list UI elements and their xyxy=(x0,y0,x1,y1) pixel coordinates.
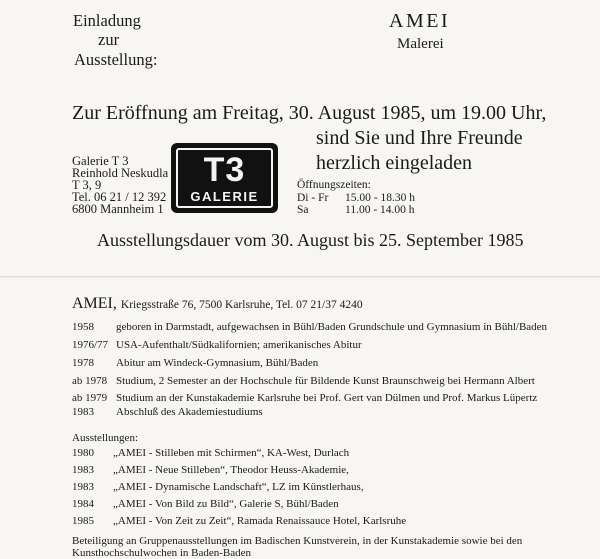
invitation-line-1: Einladung xyxy=(73,11,141,30)
exhibition-text: „AMEI - Stilleben mit Schirmen“, KA-West, Durlach xyxy=(113,447,350,459)
exhibition-year: 1985 xyxy=(72,515,94,527)
artist-name: AMEI xyxy=(389,10,451,32)
fold-divider xyxy=(0,276,600,278)
galerie-t3-logo xyxy=(171,143,278,213)
bio-entry-text: Studium an der Kunstakademie Karlsruhe bei Prof. Gert van Dülmen und Prof. Markus Lüpertz xyxy=(116,392,538,404)
bio-entry-text: Abschluß des Akademiestudiums xyxy=(116,406,263,418)
exhibition-year: 1980 xyxy=(72,447,94,459)
bio-entry-year: 1958 xyxy=(72,321,94,333)
exhibition-text: „AMEI - Von Bild zu Bild“, Galerie S, Bühl/Baden xyxy=(113,498,339,510)
bio-entry-text: geboren in Darmstadt, aufgewachsen in Bühl/Baden Grundschule und Gymnasium in Bühl/Baden xyxy=(116,321,548,333)
bio-heading xyxy=(72,295,363,313)
bio-entry-year: 1983 xyxy=(72,406,94,418)
artist-subtitle: Malerei xyxy=(397,36,444,52)
bio-entry-year: ab 1978 xyxy=(72,375,108,387)
bio-entry-text: Abitur am Windeck-Gymnasium, Bühl/Baden xyxy=(116,357,319,369)
group-exhibitions-line-1: Beteiligung an Gruppenausstellungen im Badischen Kunstverein, in der Kunstakademie sowie bei den xyxy=(72,535,523,547)
logo-frame xyxy=(176,148,273,208)
gallery-street: T 3, 9 xyxy=(72,178,102,192)
opening-line-1: Zur Eröffnung am Freitag, 30. August 1985, um 19.00 Uhr, xyxy=(72,102,547,124)
exhibition-year: 1983 xyxy=(72,481,94,493)
exhibition-year: 1984 xyxy=(72,498,94,510)
hours-saturday-time: 11.00 - 14.00 h xyxy=(345,204,415,216)
exhibition-year: 1983 xyxy=(72,464,94,476)
gallery-city: 6800 Mannheim 1 xyxy=(72,202,164,216)
bio-entry-year: 1976/77 xyxy=(72,339,109,351)
bio-entry-year: ab 1979 xyxy=(72,392,108,404)
bio-artist-name: AMEI, xyxy=(72,295,117,312)
gallery-phone: Tel. 06 21 / 12 392 xyxy=(72,190,167,204)
logo-galerie-text: GALERIE xyxy=(190,189,259,204)
opening-line-3: herzlich eingeladen xyxy=(316,152,473,174)
hours-weekday-time: 15.00 - 18.30 h xyxy=(345,192,415,204)
bio-entry-text: USA-Aufenthalt/Südkalifornien; amerikanisches Abitur xyxy=(116,339,362,351)
logo-t3-text: T3 xyxy=(203,151,246,189)
invitation-line-3: Ausstellung: xyxy=(74,50,158,69)
hours-weekday-days: Di - Fr xyxy=(297,192,329,204)
exhibitions-label: Ausstellungen: xyxy=(72,432,138,444)
exhibition-text: „AMEI - Von Zeit zu Zeit“, Ramada Renaissauce Hotel, Karlsruhe xyxy=(113,515,407,527)
hours-label: Öffnungszeiten: xyxy=(297,179,371,191)
gallery-name: Galerie T 3 xyxy=(72,154,129,168)
bio-address: Kriegsstraße 76, 7500 Karlsruhe, Tel. 07 21/37 4240 xyxy=(120,299,363,311)
opening-line-2: sind Sie und Ihre Freunde xyxy=(316,127,523,149)
exhibition-text: „AMEI - Dynamische Landschaft“, LZ im Künstlerhaus, xyxy=(113,481,364,493)
exhibition-text: „AMEI - Neue Stilleben“, Theodor Heuss-Akademie, xyxy=(113,464,349,476)
group-exhibitions-line-2: Kunsthochschulwochen in Baden-Baden xyxy=(72,547,252,559)
gallery-owner: Reinhold Neskudla xyxy=(72,166,169,180)
hours-saturday-day: Sa xyxy=(297,204,309,216)
bio-entry-year: 1978 xyxy=(72,357,94,369)
invitation-line-2: zur xyxy=(98,30,120,49)
bio-entry-text: Studium, 2 Semester an der Hochschule für Bildende Kunst Braunschweig bei Hermann Albert xyxy=(116,375,535,387)
exhibition-duration: Ausstellungsdauer vom 30. August bis 25. September 1985 xyxy=(97,230,524,250)
